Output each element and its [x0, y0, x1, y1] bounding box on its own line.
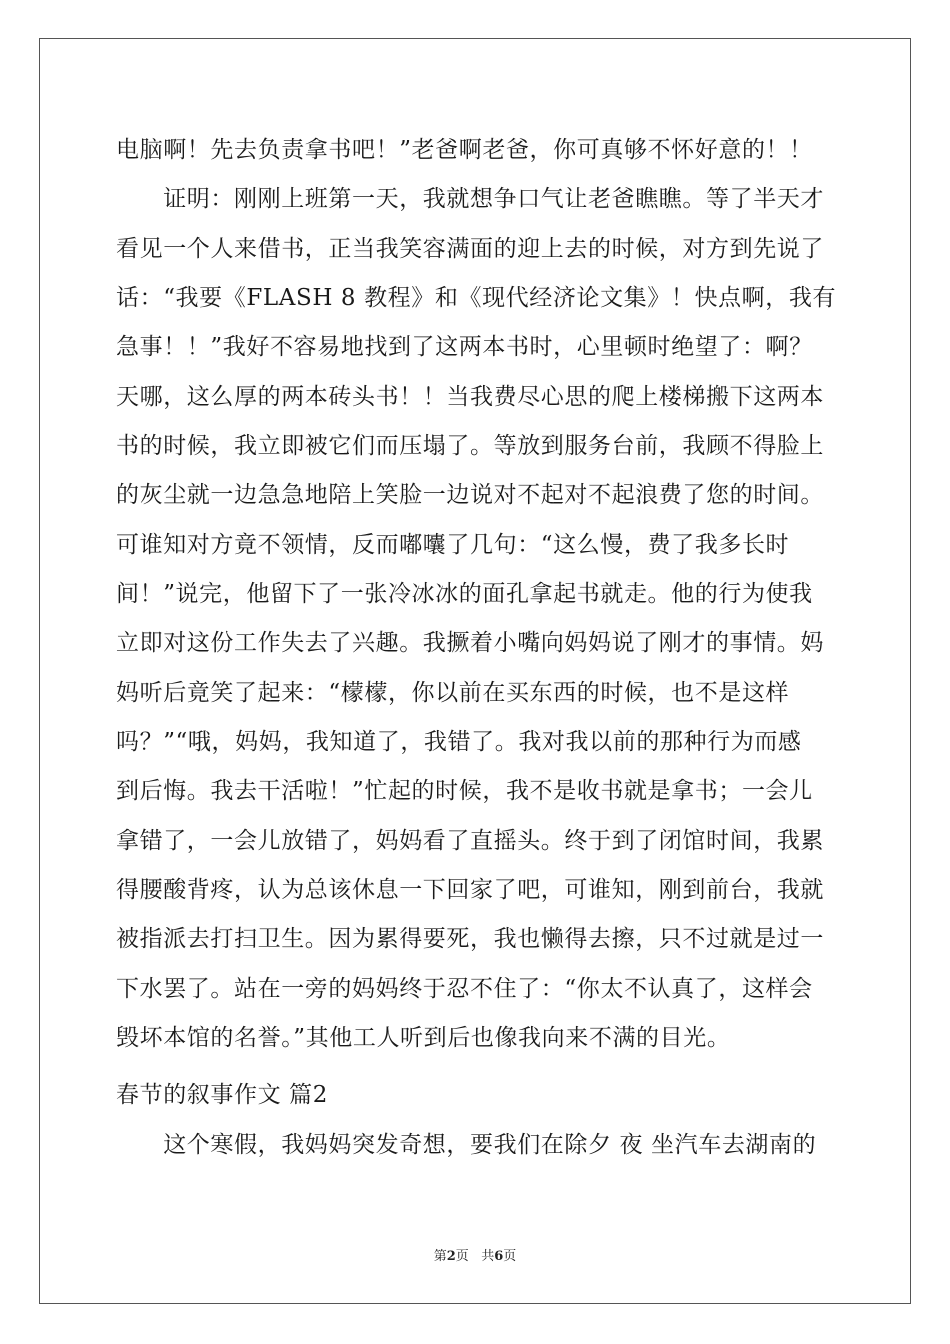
text-line: 证明：刚刚上班第一天，我就想争口气让老爸瞧瞧。等了半天才 [116, 186, 824, 212]
total-suffix: 页 [503, 1249, 517, 1264]
text-line: 妈听后竟笑了起来：“檬檬，你以前在买东西的时候，也不是这样 [116, 680, 790, 706]
text-line: 的灰尘就一边急急地陪上笑脸一边说对不起对不起浪费了您的时间。 [116, 482, 824, 508]
page-suffix: 页 [455, 1249, 469, 1264]
text-line: 到后悔。我去干活啦！”忙起的时候，我不是收书就是拿书；一会儿 [116, 778, 813, 804]
page-frame [39, 38, 911, 1304]
text-line: 电脑啊！先去负责拿书吧！”老爸啊老爸，你可真够不怀好意的！！ [116, 137, 813, 163]
text-line: 吗？”“哦，妈妈，我知道了，我错了。我对我以前的那种行为而感 [116, 729, 802, 755]
section-heading: 春节的叙事作文 篇2 [116, 1082, 328, 1108]
text-line: 书的时候，我立即被它们而压塌了。等放到服务台前，我顾不得脸上 [116, 433, 824, 459]
text-line: 下水罢了。站在一旁的妈妈终于忍不住了：“你太不认真了，这样会 [116, 976, 813, 1002]
text-line: 被指派去打扫卫生。因为累得要死，我也懒得去擦，只不过就是过一 [116, 926, 824, 952]
text-line: 间！”说完，他留下了一张冷冰冰的面孔拿起书就走。他的行为使我 [116, 581, 813, 607]
page-number: 2 [446, 1249, 456, 1264]
page-footer [0, 1248, 950, 1266]
page-prefix: 第 [433, 1249, 447, 1264]
text-line: 这个寒假，我妈妈突发奇想，要我们在除夕 夜 坐汽车去湖南的 [116, 1132, 817, 1158]
text-line: 毁坏本馆的名誉。”其他工人听到后也像我向来不满的目光。 [116, 1025, 731, 1051]
text-line: 得腰酸背疼，认为总该休息一下回家了吧，可谁知，刚到前台，我就 [116, 877, 824, 903]
text-line: 天哪，这么厚的两本砖头书！！当我费尽心思的爬上楼梯搬下这两本 [116, 384, 824, 410]
total-prefix: 共 [481, 1249, 495, 1264]
text-line: 话：“我要《FLASH 8 教程》和《现代经济论文集》！快点啊，我有 [116, 285, 837, 311]
text-line: 急事！！”我好不容易地找到了这两本书时，心里顿时绝望了：啊？ [116, 334, 813, 360]
text-line: 可谁知对方竟不领情，反而嘟囔了几句：“这么慢，费了我多长时 [116, 532, 790, 558]
text-line: 拿错了，一会儿放错了，妈妈看了直摇头。终于到了闭馆时间，我累 [116, 828, 824, 854]
total-pages: 6 [494, 1249, 504, 1264]
text-line: 看见一个人来借书，正当我笑容满面的迎上去的时候，对方到先说了 [116, 236, 824, 262]
text-line: 立即对这份工作失去了兴趣。我撅着小嘴向妈妈说了刚才的事情。妈 [116, 630, 824, 656]
